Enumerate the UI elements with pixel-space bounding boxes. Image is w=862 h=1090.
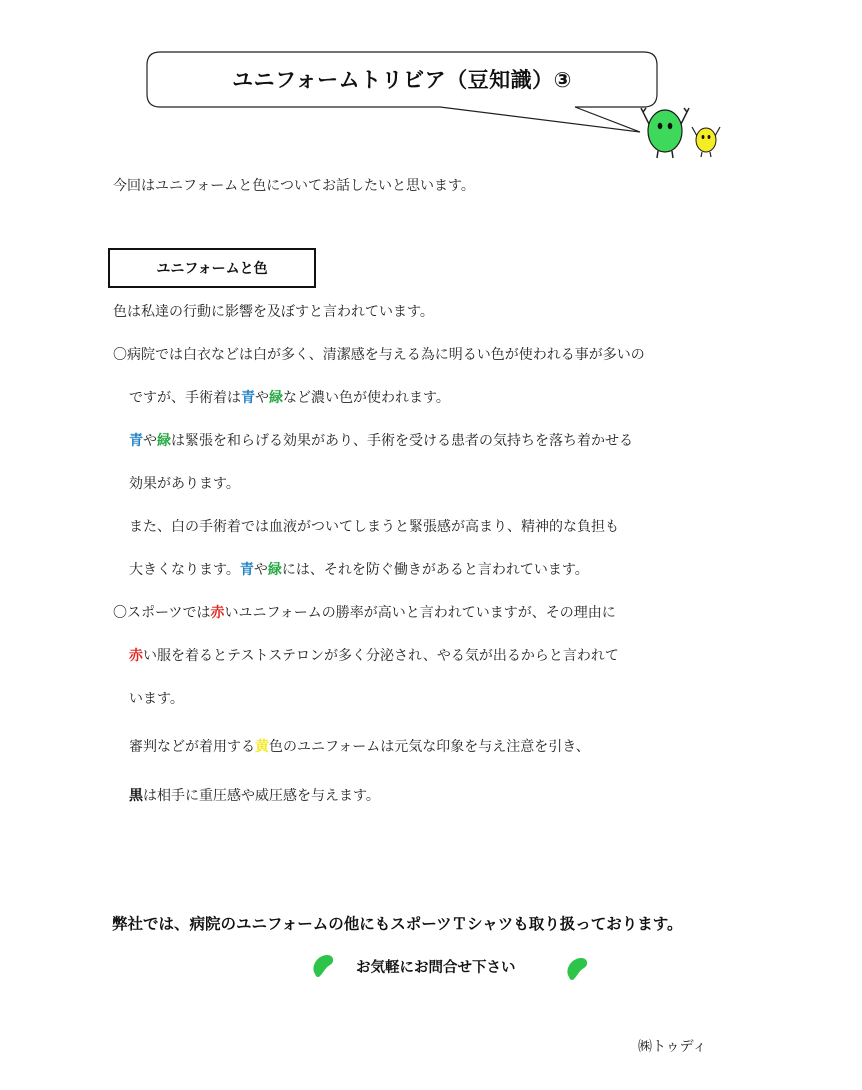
text-segment: いユニフォームの勝率が高いと言われていますが、その理由に (224, 605, 616, 621)
footer-message: 弊社では、病院のユニフォームの他にもスポーツＴシャツも取り扱っております。 (112, 915, 683, 933)
page-title: ユニフォームトリビア（豆知識）③ (232, 68, 572, 92)
green-bean-icon (564, 955, 590, 983)
black-word: 黒 (129, 788, 143, 804)
body-line-8 (113, 603, 616, 623)
body-line-2: 〇病院では白衣などは白が多く、清潔感を与える為に明るい色が使われる事が多いの (113, 347, 645, 363)
text-segment: には、それを防ぐ働きがあると言われています。 (281, 562, 589, 578)
text-segment: 大きくなります。 (129, 562, 240, 578)
text-segment: 〇スポーツでは (113, 605, 211, 621)
section-heading (108, 248, 316, 288)
yellow-bean-character-icon (690, 122, 722, 158)
text-segment: は相手に重圧感や威圧感を与えます。 (143, 788, 380, 804)
text-segment: 審判などが着用する (129, 739, 255, 755)
text-segment: ですが、手術着は (129, 390, 241, 406)
body-line-5: 効果があります。 (129, 476, 240, 492)
body-line-3 (129, 388, 450, 408)
body-line-1: 色は私達の行動に影響を及ぼすと言われています。 (113, 304, 434, 320)
text-segment: 色のユニフォームは元気な印象を与え注意を引き、 (269, 739, 590, 755)
text-segment: や (255, 390, 269, 406)
blue-word: 青 (241, 390, 255, 406)
red-word: 赤 (129, 648, 143, 664)
green-word: 緑 (157, 433, 171, 449)
body-line-12 (129, 786, 380, 806)
body-line-11 (129, 737, 590, 757)
body-line-9 (129, 646, 619, 666)
green-word: 緑 (269, 390, 283, 406)
text-segment: など濃い色が使われます。 (283, 390, 450, 406)
text-segment: や (143, 433, 157, 449)
text-segment: や (253, 562, 268, 578)
intro-text: 今回はユニフォームと色についてお話したいと思います。 (113, 178, 475, 194)
red-word: 赤 (210, 605, 225, 621)
contact-prompt: お気軽にお問合せ下さい (356, 960, 516, 976)
company-name: ㈱トゥディ (638, 1039, 707, 1055)
text-segment: は緊張を和らげる効果があり、手術を受ける患者の気持ちを落ち着かせる (171, 433, 633, 449)
body-line-4 (129, 431, 633, 451)
body-line-6: また、白の手術着では血液がついてしまうと緊張感が高まり、精神的な負担も (129, 519, 619, 535)
blue-word: 青 (129, 433, 143, 449)
green-bean-character-icon (640, 104, 690, 160)
green-bean-icon (310, 952, 336, 980)
body-line-7 (129, 560, 589, 580)
blue-word: 青 (239, 562, 254, 578)
yellow-word: 黄 (255, 739, 269, 755)
text-segment: い服を着るとテストステロンが多く分泌され、やる気が出るからと言われて (143, 648, 619, 664)
green-word: 緑 (267, 562, 282, 578)
body-line-10: います。 (129, 691, 184, 707)
section-heading-label: ユニフォームと色 (156, 261, 268, 277)
